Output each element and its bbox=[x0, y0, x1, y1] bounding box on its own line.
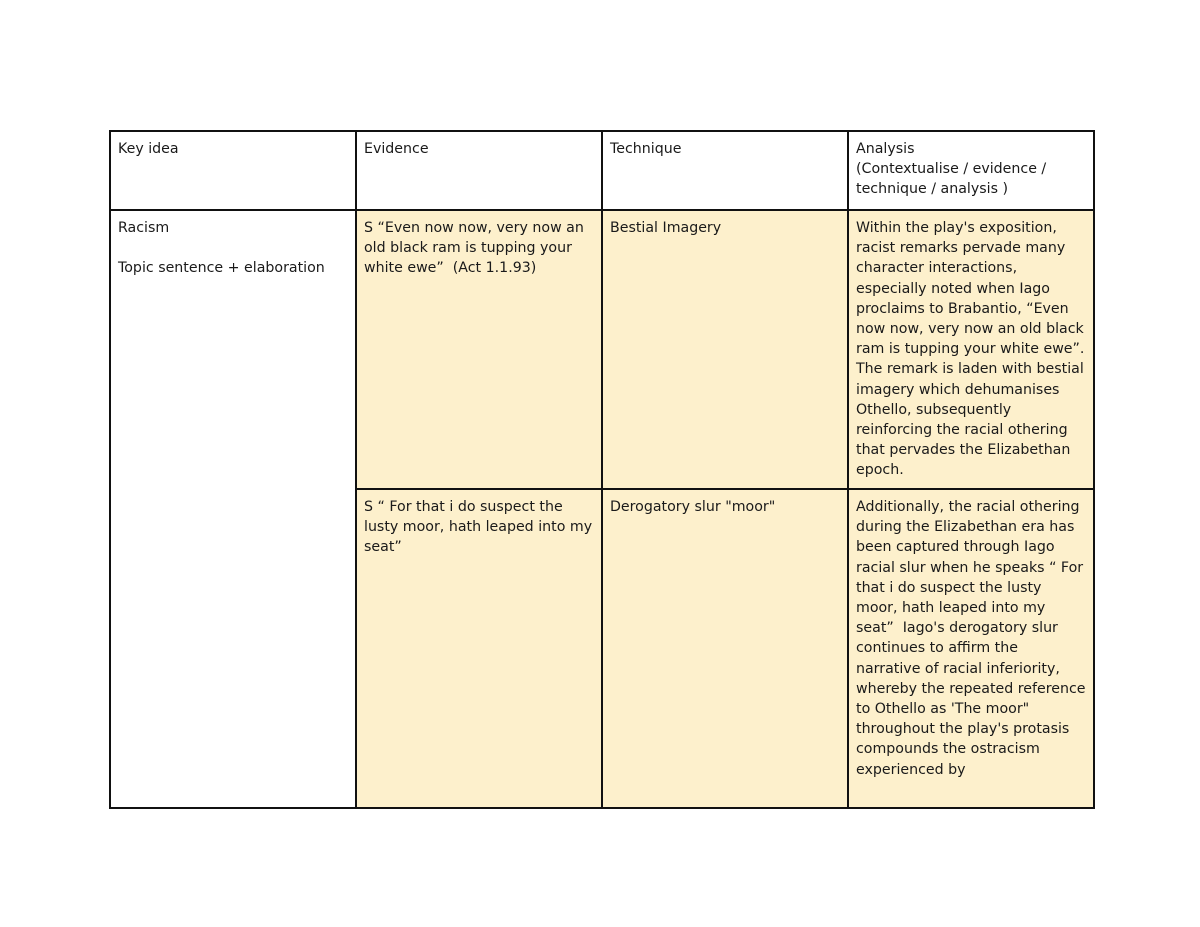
header-key-idea bbox=[110, 131, 356, 210]
header-analysis-title: Analysis bbox=[856, 141, 915, 157]
header-technique bbox=[602, 131, 848, 210]
header-analysis-subtitle: (Contextualise / evidence / technique / analysis ) bbox=[856, 161, 1051, 198]
key-idea-cell bbox=[110, 210, 356, 808]
analysis-cell bbox=[848, 489, 1094, 808]
technique-text: Derogatory slur "moor" bbox=[610, 499, 776, 515]
key-idea-topic: Racism bbox=[118, 220, 170, 236]
header-evidence bbox=[356, 131, 602, 210]
key-idea-note: Topic sentence + elaboration bbox=[118, 260, 325, 277]
header-key-idea-label: Key idea bbox=[118, 141, 179, 157]
header-analysis bbox=[848, 131, 1094, 210]
analysis-text: Additionally, the racial othering during the Elizabethan era has been captured through Iago racial slur when he speaks “ For that i do suspect the lusty moor, hath leaped into my seat” Iago's derogatory slur continues to affirm the narrative of racial inferiority, whereby the repeated reference to Othello as 'The moor" throughout the play's protasis compounds the ostracism experienced by bbox=[856, 499, 1091, 778]
evidence-text: S “ For that i do suspect the lusty moor, hath leaped into my seat” bbox=[364, 499, 597, 556]
evidence-text: S “Even now now, very now an old black ram is tupping your white ewe” (Act 1.1.93) bbox=[364, 220, 589, 277]
analysis-text: Within the play's exposition, racist remarks pervade many character interactions, especially noted when Iago proclaims to Brabantio, “Even now now, very now an old black ram is tupping your white ewe”. The remark is laden with bestial imagery which dehumanises Othello, subsequently reinforcing the racial othering that pervades the Elizabethan epoch. bbox=[856, 220, 1089, 479]
technique-cell bbox=[602, 210, 848, 489]
technique-cell bbox=[602, 489, 848, 808]
evidence-cell bbox=[356, 489, 602, 808]
evidence-cell bbox=[356, 210, 602, 489]
header-evidence-label: Evidence bbox=[364, 141, 429, 157]
header-row bbox=[110, 131, 1094, 210]
analysis-table bbox=[109, 130, 1095, 809]
table-row bbox=[110, 210, 1094, 489]
header-technique-label: Technique bbox=[610, 141, 682, 157]
analysis-cell bbox=[848, 210, 1094, 489]
technique-text: Bestial Imagery bbox=[610, 220, 722, 236]
